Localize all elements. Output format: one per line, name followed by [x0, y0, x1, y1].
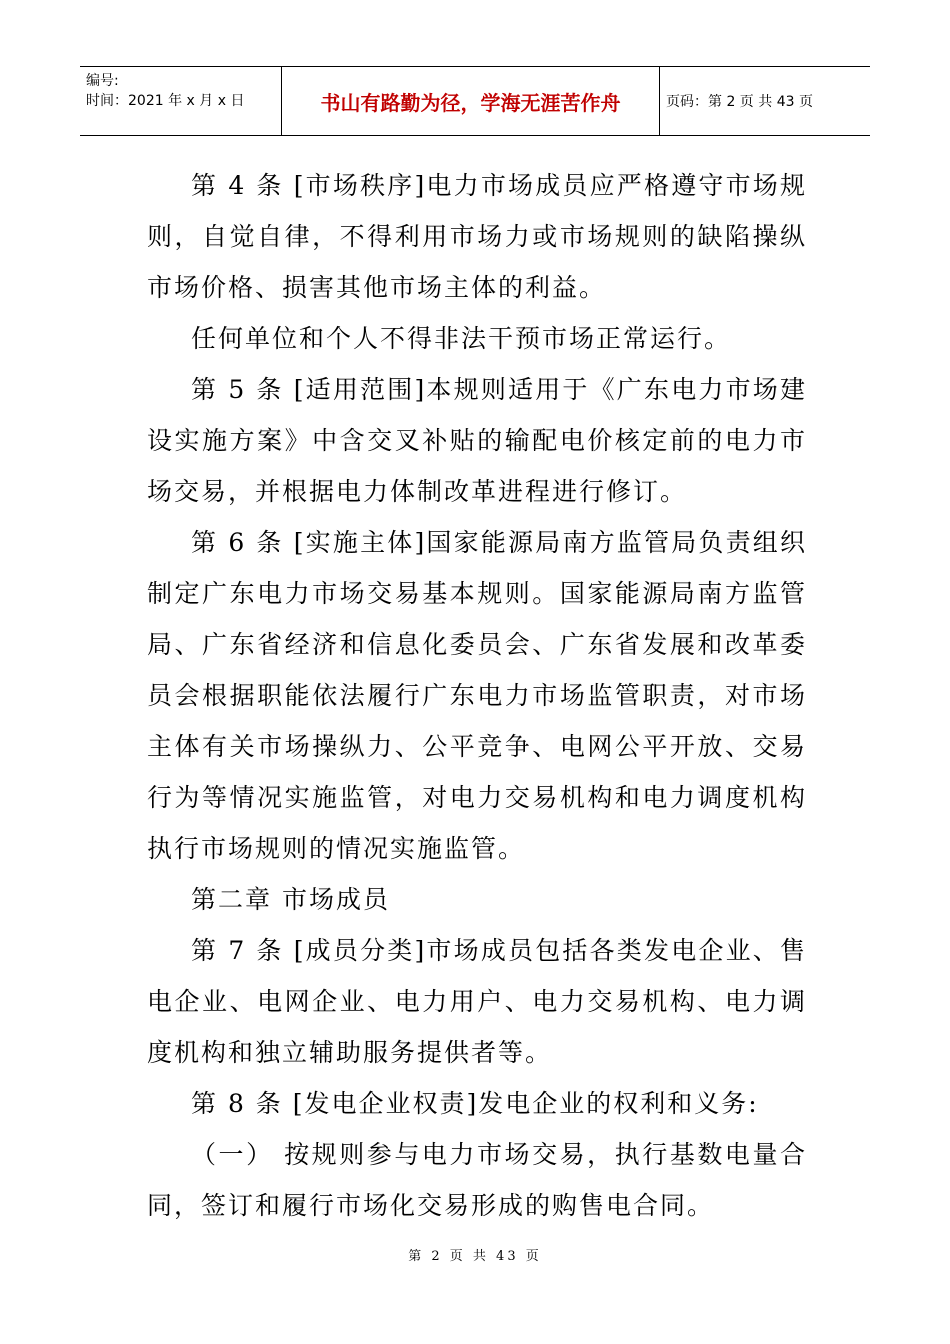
page-footer: 第 2 页 共 43 页 — [408, 1249, 542, 1264]
article-7: 第 7 条 [成员分类]市场成员包括各类发电企业、售电企业、电网企业、电力用户、电力交易机构、电力调度机构和独立辅助服务提供者等。 — [147, 936, 807, 1067]
article-5: 第 5 条 [适用范围]本规则适用于《广东电力市场建设实施方案》中含交叉补贴的输配电价核定前的电力市场交易，并根据电力体制改革进程进行修订。 — [147, 375, 807, 506]
document-number-label: 编号: — [86, 73, 119, 89]
article-8-item-1: （一） 按规则参与电力市场交易，执行基数电量合同，签订和履行市场化交易形成的购售电合同。 — [147, 1140, 807, 1220]
article-8: 第 8 条 [发电企业权责]发电企业的权利和义务: — [191, 1089, 759, 1118]
header-motto: 书山有路勤为径，学海无涯苦作舟 — [282, 67, 660, 135]
article-6: 第 6 条 [实施主体]国家能源局南方监管局负责组织制定广东电力市场交易基本规则。国家能源局南方监管局、广东省经济和信息化委员会、广东省发展和改革委员会根据职能依法履行广东电力市场监管职责，对市场主体有关市场操纵力、公平竞争、电网公平开放、交易行为等情况实施监管，对电力交易机构和电力调度机构执行市场规则的情况实施监管。 — [147, 528, 807, 863]
chapter-2-heading: 第二章 市场成员 — [191, 885, 390, 914]
header-meta — [80, 67, 282, 135]
document-date: 时间：2021 年 x 月 x 日 — [86, 93, 245, 109]
header-page-info: 页码：第 2 页 共 43 页 — [666, 94, 813, 110]
document-body — [147, 160, 807, 1231]
page-header — [80, 66, 870, 136]
article-4-supplement: 任何单位和个人不得非法干预市场正常运行。 — [191, 324, 732, 353]
article-4: 第 4 条 [市场秩序]电力市场成员应严格遵守市场规则，自觉自律，不得利用市场力或市场规则的缺陷操纵市场价格、损害其他市场主体的利益。 — [147, 171, 807, 302]
